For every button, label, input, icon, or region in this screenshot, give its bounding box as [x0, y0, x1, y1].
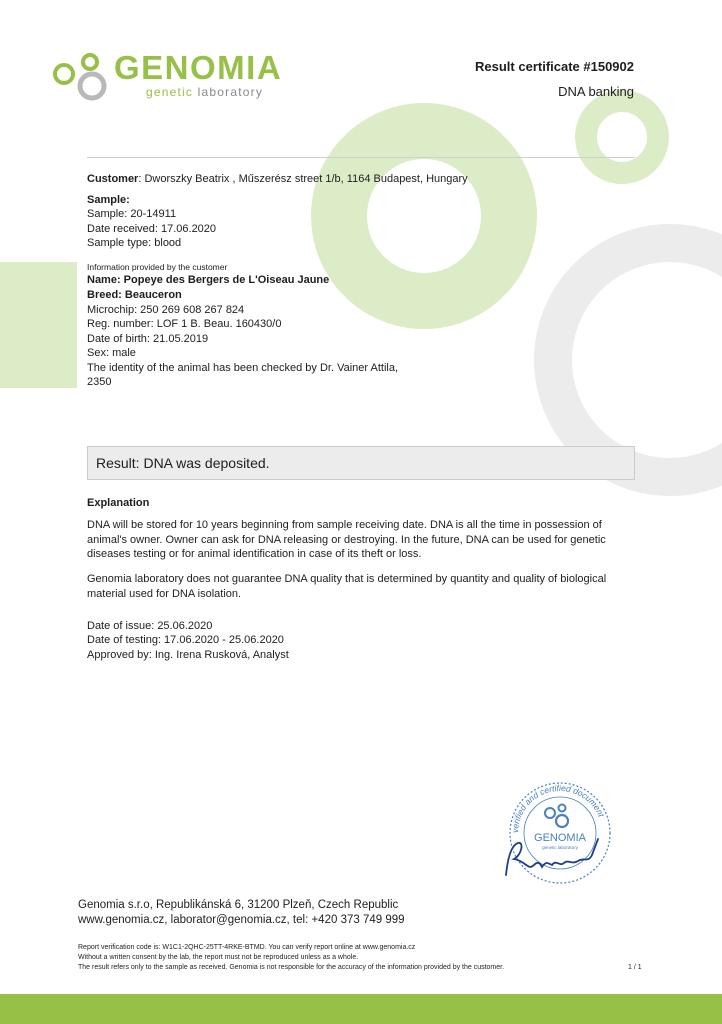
stamp-ring-text: verified and certified document: [509, 782, 607, 834]
identity-check-line-2: 2350: [87, 376, 112, 388]
genomia-logo-icon: [50, 48, 110, 108]
customer-label: Customer: [87, 173, 139, 185]
footer-verification-code: Report verification code is: W1C1-2QHC-25TT-4RKE-BTMD. You can verify report online at www.genomia.cz: [78, 944, 416, 951]
sample-id: Sample: 20-14911: [87, 208, 177, 220]
sample-type: Sample type: blood: [87, 237, 182, 249]
explanation-paragraph-2: Genomia laboratory does not guarantee DNA quality that is determined by quantity and quality of biological material used for DNA isolation.: [87, 573, 607, 600]
animal-microchip: Microchip: 250 269 608 267 824: [87, 304, 245, 316]
certificate-subtitle: DNA banking: [558, 84, 634, 99]
footer-green-bar: [0, 994, 722, 1024]
logo-tagline-laboratory: laboratory: [197, 85, 264, 99]
logo-tagline-genetic: genetic: [146, 85, 194, 99]
logo-tagline: [146, 85, 263, 99]
footer-consent-note: Without a written consent by the lab, the report must not be reproduced unless as a whole.: [78, 954, 359, 961]
animal-name: Name: Popeye des Bergers de L'Oiseau Jaune: [87, 274, 330, 286]
small-green-ring: [586, 101, 658, 173]
signature: [506, 839, 598, 875]
page-number: 1 / 1: [628, 964, 642, 971]
header-divider: [87, 157, 635, 158]
customer-info-note: Information provided by the customer: [87, 262, 228, 272]
footer-disclaimer: The result refers only to the sample as received. Genomia is not responsible for the accuracy of the information provided by the customer.: [78, 964, 505, 971]
logo-wordmark: GENOMIA: [114, 49, 283, 86]
explanation-paragraph-1: DNA will be stored for 10 years beginning from sample receiving date. DNA is all the time in possession of animal's owner. Owner can ask for DNA releasing or destroying. In the future, DNA can be used for genetic diseases testing or for animal identification in case of its theft or loss.: [87, 519, 606, 560]
result-text: Result: DNA was deposited.: [96, 455, 270, 471]
approved-by: Approved by: Ing. Irena Rusková, Analyst: [87, 649, 289, 661]
sample-heading: Sample:: [87, 194, 130, 206]
date-of-issue: Date of issue: 25.06.2020: [87, 620, 213, 632]
customer-line: [87, 172, 468, 187]
date-of-testing: Date of testing: 17.06.2020 - 25.06.2020: [87, 634, 284, 646]
grey-ring: [553, 243, 722, 477]
certificate-title: Result certificate #150902: [475, 59, 634, 74]
result-box: [87, 446, 635, 480]
animal-breed: Breed: Beauceron: [87, 289, 182, 301]
animal-reg-number: Reg. number: LOF 1 B. Beau. 160430/0: [87, 318, 282, 330]
animal-dob: Date of birth: 21.05.2019: [87, 333, 209, 345]
sample-date-received: Date received: 17.06.2020: [87, 223, 217, 235]
stamp-brand: GENOMIA: [534, 832, 586, 844]
certification-stamp: [498, 775, 628, 885]
animal-sex: Sex: male: [87, 347, 136, 359]
identity-check-line-1: The identity of the animal has been checked by Dr. Vainer Attila,: [87, 362, 399, 374]
green-side-block: [0, 262, 77, 388]
footer-contact: www.genomia.cz, laborator@genomia.cz, tel: +420 373 749 999: [78, 914, 405, 926]
customer-value: : Dworszky Beatrix , Műszerész street 1/b, 1164 Budapest, Hungary: [138, 173, 468, 185]
stamp-sub: genetic laboratory: [542, 845, 578, 850]
footer-address: Genomia s.r.o, Republikánská 6, 31200 Plzeň, Czech Republic: [78, 899, 399, 911]
explanation-heading: Explanation: [87, 497, 150, 509]
